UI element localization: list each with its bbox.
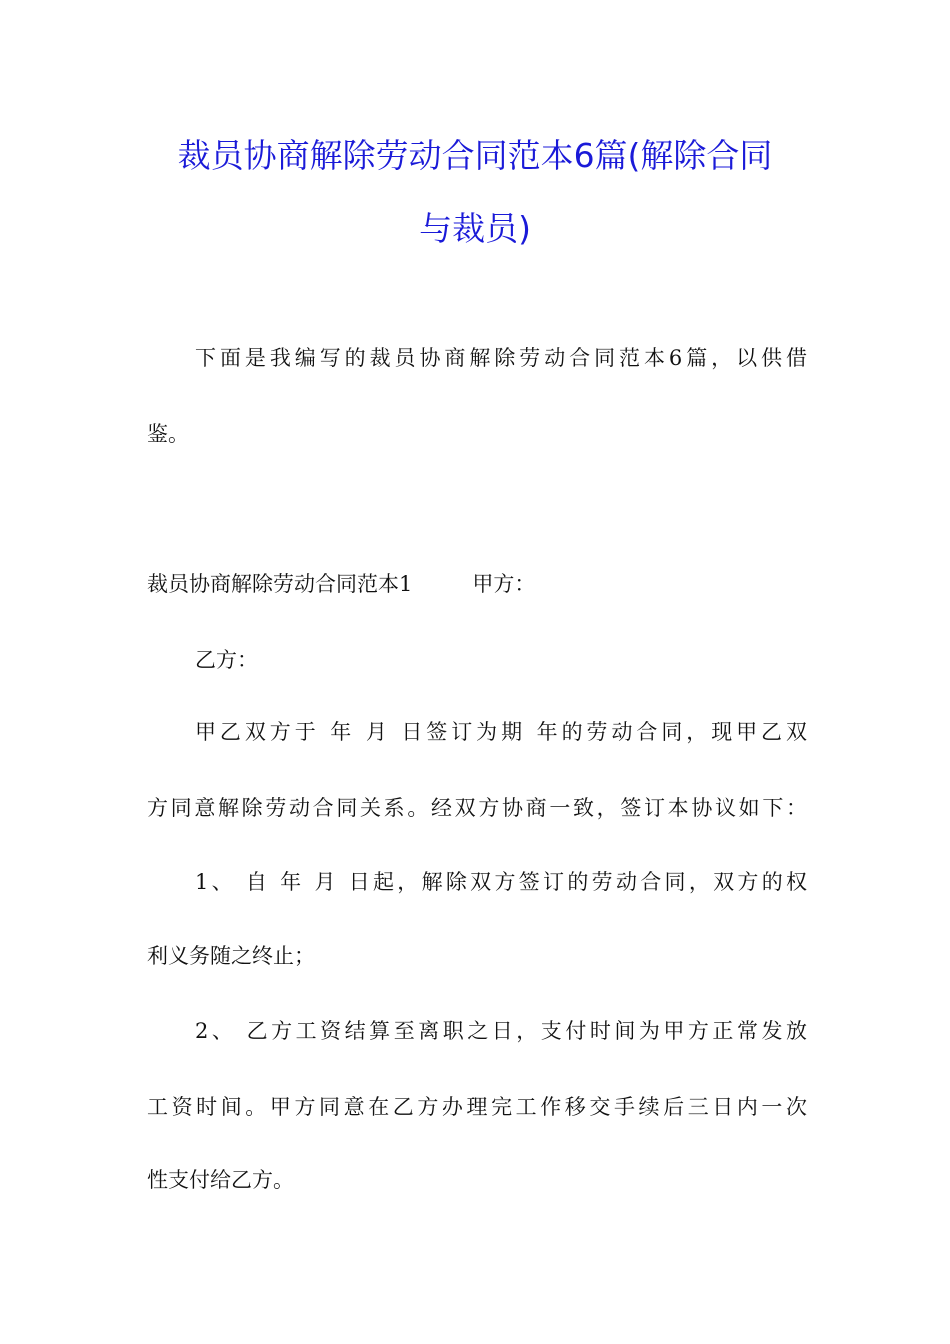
party-a-label: 甲方：	[472, 572, 536, 596]
paragraph-1-line-2: 方同意解除劳动合同关系。经双方协商一致，签订本协议如下：	[147, 796, 807, 820]
section-heading-row	[147, 574, 535, 595]
clause-2-line-3: 性支付给乙方。	[147, 1168, 294, 1192]
clause-1-line-2: 利义务随之终止；	[147, 944, 315, 968]
clause-1-line-1: 1、 自 年 月 日起，解除双方签订的劳动合同，双方的权	[195, 870, 807, 894]
section-heading: 裁员协商解除劳动合同范本1	[147, 572, 413, 596]
intro-paragraph-line-1: 下面是我编写的裁员协商解除劳动合同范本6篇，以供借	[195, 346, 807, 370]
party-b-label: 乙方：	[195, 648, 258, 672]
document-title-line-2: 与裁员)	[419, 209, 531, 248]
intro-paragraph-line-2: 鉴。	[147, 422, 189, 446]
paragraph-1-line-1: 甲乙双方于 年 月 日签订为期 年的劳动合同，现甲乙双	[195, 720, 807, 744]
clause-2-line-1: 2、 乙方工资结算至离职之日，支付时间为甲方正常发放	[195, 1019, 807, 1043]
clause-2-line-2: 工资时间。甲方同意在乙方办理完工作移交手续后三日内一次	[147, 1095, 807, 1119]
document-title-line-1: 裁员协商解除劳动合同范本6篇(解除合同	[177, 136, 773, 175]
